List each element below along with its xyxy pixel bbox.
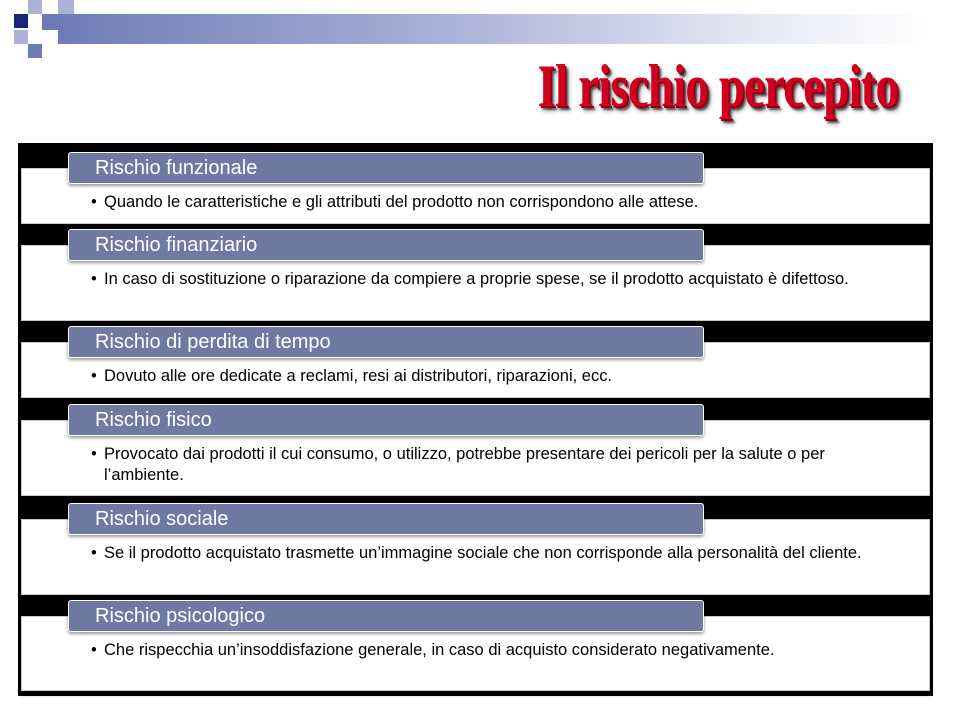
section-bullet-text: Provocato dai prodotti il cui consumo, o utilizzo, potrebbe presentare dei pericoli per la salute o per l’ambiente. xyxy=(104,445,825,484)
bullet-dot: • xyxy=(91,544,97,562)
bullet-dot: • xyxy=(91,641,97,659)
section-bullet xyxy=(88,640,873,661)
section-heading: Rischio fisico xyxy=(68,404,704,436)
section-bullet xyxy=(88,366,873,387)
slide-title: Il rischio percepito xyxy=(537,53,898,119)
decor-square-light xyxy=(14,30,28,44)
section-bullet xyxy=(88,192,873,213)
section-bullet-text: In caso di sostituzione o riparazione da compiere a proprie spese, se il prodotto acquistato è difettoso. xyxy=(104,270,849,288)
risk-section-functional xyxy=(18,152,933,224)
decor-square-mid xyxy=(42,14,58,30)
decor-square-light xyxy=(28,0,42,14)
section-bullet-text: Se il prodotto acquistato trasmette un’immagine sociale che non corrisponde alla personalità del cliente. xyxy=(104,544,862,562)
bullet-dot: • xyxy=(91,367,97,385)
risk-section-time xyxy=(18,326,933,398)
bullet-dot: • xyxy=(91,270,97,288)
decor-square-mid xyxy=(28,44,42,58)
section-bullet xyxy=(88,543,873,564)
risk-section-psychological xyxy=(18,600,933,691)
decor-square-navy xyxy=(14,14,28,28)
section-bullet-text: Dovuto alle ore dedicate a reclami, resi ai distributori, riparazioni, ecc. xyxy=(104,367,613,385)
section-heading: Rischio sociale xyxy=(68,503,704,535)
decor-square-light xyxy=(58,0,74,14)
section-heading: Rischio di perdita di tempo xyxy=(68,326,704,358)
section-bullet-text: Che rispecchia un’insoddisfazione generale, in caso di acquisto considerato negativamente. xyxy=(104,641,775,659)
risk-section-physical xyxy=(18,404,933,496)
section-heading: Rischio psicologico xyxy=(68,600,704,632)
section-bullet xyxy=(88,269,873,290)
section-heading: Rischio finanziario xyxy=(68,229,704,261)
section-heading: Rischio funzionale xyxy=(68,152,704,184)
section-bullet-text: Quando le caratteristiche e gli attributi del prodotto non corrispondono alle attese. xyxy=(104,193,699,211)
risk-section-financial xyxy=(18,229,933,321)
risk-section-social xyxy=(18,503,933,595)
bullet-dot: • xyxy=(91,445,97,463)
section-bullet xyxy=(88,444,873,486)
bullet-dot: • xyxy=(91,193,97,211)
